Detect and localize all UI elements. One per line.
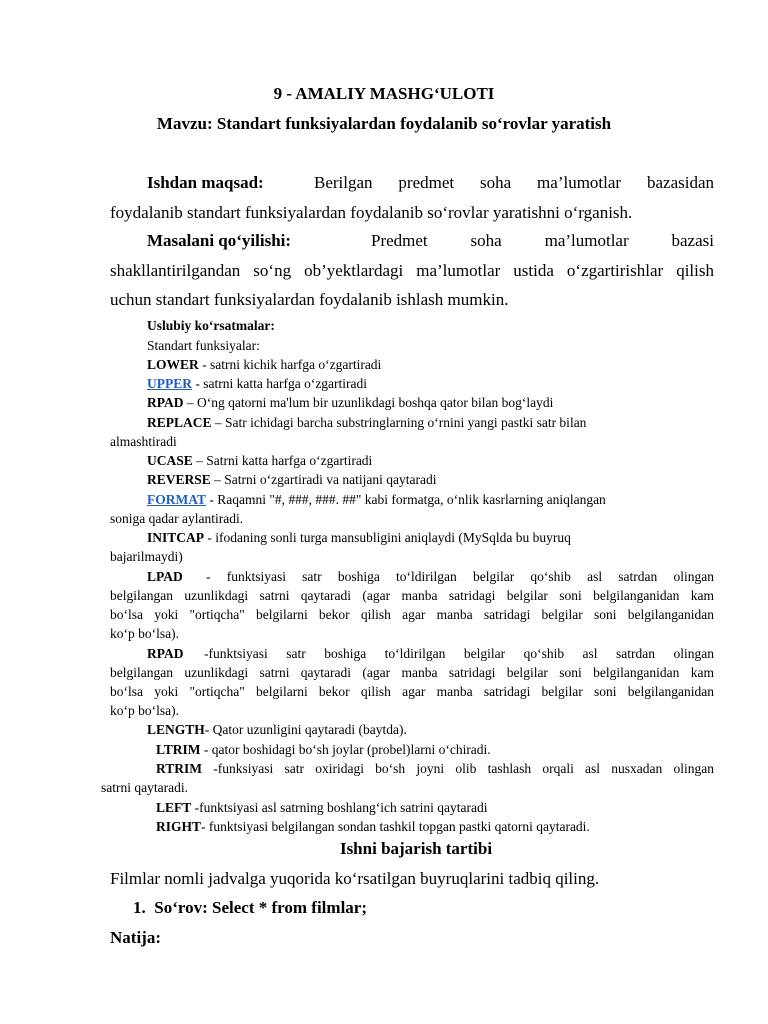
fn-lpad-line-1 — [147, 569, 714, 585]
fn-right-desc: - funktsiyasi belgilangan sondan tashkil topgan pastki qatorni qaytaradi. — [201, 819, 590, 834]
fn-rpad-desc: – O‘ng qatorni ma'lum bir uzunlikdagi boshqa qator bilan bog‘laydi — [183, 395, 554, 410]
fn-right — [156, 819, 590, 835]
fn-lower-desc: - satrni kichik harfga o‘zgartiradi — [198, 357, 382, 372]
fn-initcap — [147, 530, 571, 546]
fn-reverse-desc: – Satrni o‘zgartiradi va natijani qaytaradi — [210, 472, 437, 487]
goal-line-1 — [147, 173, 714, 193]
fn-format-cont: soniga qadar aylantiradi. — [110, 511, 244, 526]
fn-length — [147, 722, 407, 738]
fn-lpad-line-4: ko‘p bo‘lsa). — [110, 626, 179, 641]
query-text: So‘rov: Select * from filmlar; — [154, 898, 367, 917]
problem-label: Masalani qo‘yilishi: — [147, 231, 292, 250]
fn-rpad2-line-4: ko‘p bo‘lsa). — [110, 703, 179, 718]
fn-lpad-line-3: bo‘lsa yoki "ortiqcha" belgilarni bekor qilish agar manba satridagi belgilar soni belgilanganidan — [110, 607, 714, 622]
fn-left-desc: -funktsiyasi asl satrning boshlang‘ich satrini qaytaradi — [191, 800, 488, 815]
fn-rtrim-cont: satrni qaytaradi. — [101, 780, 188, 795]
fn-replace-desc: – Satr ichidagi barcha substringlarning o‘rnini yangi pastki satr bilan — [211, 415, 587, 430]
fn-reverse — [147, 472, 436, 488]
fn-replace-name: REPLACE — [147, 415, 212, 430]
fn-rtrim-desc: -funksiyasi satr oxiridagi bo‘sh joyni olib tashlash orqali asl nusxadan olingan — [202, 761, 714, 776]
fn-replace-cont: almashtiradi — [110, 434, 177, 449]
fn-lpad-name: LPAD — [147, 569, 183, 584]
fn-lpad-line-2: belgilangan uzunlikdagi satrni qaytaradi (agar manba satridagi belgilar soni belgilanganidan kam — [110, 588, 714, 603]
goal-text-1: Berilgan predmet soha ma’lumotlar bazasidan — [314, 173, 714, 192]
fn-rpad2-name: RPAD — [147, 646, 184, 661]
page-title: 9 - AMALIY MASHG‘ULOTI — [273, 84, 495, 103]
fn-upper — [147, 376, 367, 392]
fn-format-desc: - Raqamni "#, ###, ###. ##" kabi formatga, o‘nlik kasrlarning aniqlangan — [206, 492, 606, 507]
problem-text-1: Predmet soha ma’lumotlar bazasi — [371, 231, 714, 250]
fn-rpad — [147, 395, 553, 411]
goal-label: Ishdan maqsad: — [147, 173, 264, 192]
fn-right-name: RIGHT — [156, 819, 202, 834]
fn-format — [147, 492, 606, 508]
fn-rtrim-name: RTRIM — [156, 761, 203, 776]
fn-rtrim — [156, 761, 714, 777]
fn-lower-name: LOWER — [147, 357, 199, 372]
fn-replace — [147, 415, 586, 431]
fn-lower — [147, 357, 381, 373]
fn-length-name: LENGTH — [147, 722, 205, 737]
procedure-heading: Ishni bajarish tartibi — [339, 839, 493, 858]
fn-ltrim-desc: - qator boshidagi bo‘sh joylar (probel)larni o‘chiradi. — [200, 742, 491, 757]
fn-format-link[interactable]: FORMAT — [147, 492, 206, 507]
page-subtitle: Mavzu: Standart funksiyalardan foydalanib so‘rovlar yaratish — [156, 114, 612, 133]
fn-length-desc: - Qator uzunligini qaytaradi (baytda). — [204, 722, 407, 737]
fn-initcap-desc: - ifodaning sonli turga mansubligini aniqlaydi (MySqlda bu buyruq — [204, 530, 571, 545]
fn-ucase — [147, 453, 372, 469]
query-line — [133, 898, 367, 918]
fn-initcap-cont: bajarilmaydi) — [110, 549, 183, 564]
problem-line-3: uchun standart funksiyalardan foydalanib ishlash mumkin. — [110, 290, 509, 309]
problem-line-2: shakllantirilgandan so‘ng ob’yektlardagi ma’lumotlar ustida o‘zgartirishlar qilish — [110, 261, 714, 280]
problem-line-1 — [147, 231, 714, 251]
fn-rpad2-line-1 — [147, 646, 714, 662]
goal-line-2: foydalanib standart funksiyalardan foydalanib so‘rovlar yaratishni o‘rganish. — [110, 203, 633, 222]
fn-upper-desc: - satrni katta harfga o‘zgartiradi — [192, 376, 368, 391]
fn-left-name: LEFT — [156, 800, 192, 815]
fn-lpad-text-1: - funktsiyasi satr boshiga to‘ldirilgan belgilar qo‘shib asl satrdan olingan — [206, 569, 714, 584]
guide-heading: Uslubiy ko‘rsatmalar: — [147, 318, 275, 333]
fn-upper-link[interactable]: UPPER — [147, 376, 192, 391]
guide-intro: Standart funksiyalar: — [147, 338, 260, 353]
fn-rpad2-line-3: bo‘lsa yoki "ortiqcha" belgilarni bekor qilish agar manba satridagi belgilar soni belgilanganidan — [110, 684, 714, 699]
query-number: 1. — [133, 898, 146, 917]
fn-rpad2-line-2: belgilangan uzunlikdagi satrni qaytaradi (agar manba satridagi belgilar soni belgilanganidan kam — [110, 665, 714, 680]
result-label: Natija: — [110, 928, 161, 947]
fn-ucase-desc: – Satrni katta harfga o‘zgartiradi — [192, 453, 373, 468]
procedure-text: Filmlar nomli jadvalga yuqorida ko‘rsatilgan buyruqlarini tadbiq qiling. — [110, 869, 600, 888]
fn-ucase-name: UCASE — [147, 453, 193, 468]
fn-rpad-name: RPAD — [147, 395, 184, 410]
fn-left — [156, 800, 487, 816]
fn-ltrim — [156, 742, 491, 758]
fn-reverse-name: REVERSE — [147, 472, 211, 487]
fn-ltrim-name: LTRIM — [156, 742, 201, 757]
fn-rpad2-text-1: -funktsiyasi satr boshiga to‘ldirilgan belgilar qo‘shib asl satrdan olingan — [204, 646, 714, 661]
fn-initcap-name: INITCAP — [147, 530, 205, 545]
